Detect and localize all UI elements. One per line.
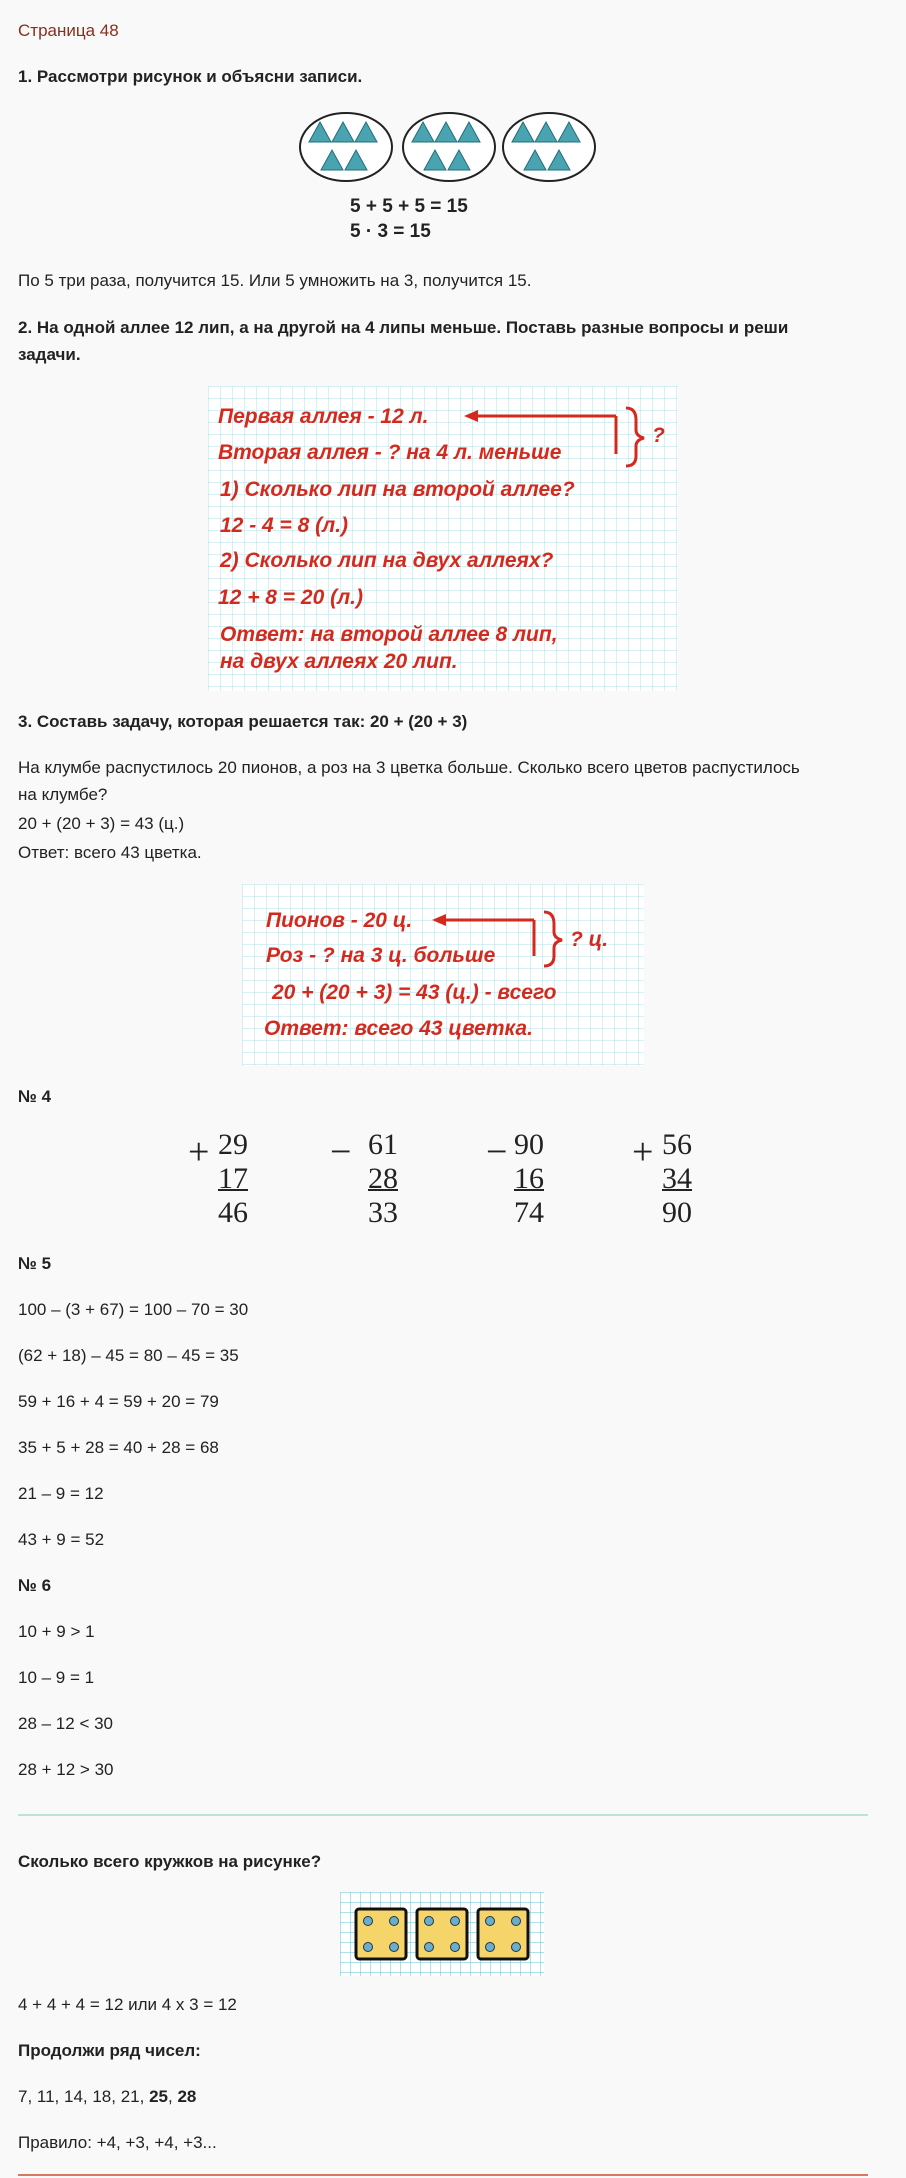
triangle-group <box>503 113 595 181</box>
task5-line: 59 + 16 + 4 = 59 + 20 = 79 <box>18 1392 219 1411</box>
task5-heading: № 5 <box>18 1254 52 1273</box>
column-top: 56 <box>662 1128 692 1161</box>
note-line: 1) Сколько лип на второй аллее? <box>220 478 575 501</box>
note-line: Пионов - 20 ц. <box>266 909 413 932</box>
note-line: Первая аллея - 12 л. <box>218 405 429 428</box>
task3-notebook-note <box>242 884 644 1066</box>
note-line: Ответ: всего 43 цветка. <box>264 1017 533 1040</box>
sequence-next: 25 <box>149 2087 168 2106</box>
note-line: Роз - ? на 3 ц. больше <box>266 944 496 967</box>
column-sign: + <box>632 1131 654 1173</box>
triangle-groups-figure <box>294 108 604 186</box>
triangle-group <box>403 113 495 181</box>
square-with-circles <box>478 1909 528 1959</box>
note-line: Вторая аллея - ? на 4 л. меньше <box>218 441 562 464</box>
sequence-line <box>18 2083 196 2110</box>
column-subtraction <box>498 1128 544 1230</box>
task6-line: 28 + 12 > 30 <box>18 1760 114 1779</box>
column-subtraction <box>352 1128 398 1230</box>
note-line: 2) Сколько лип на двух аллеях? <box>220 549 554 572</box>
task4-heading: № 4 <box>18 1087 52 1106</box>
note-line: Ответ: на второй аллее 8 лип, <box>220 623 558 646</box>
task6-line: 10 + 9 > 1 <box>18 1622 95 1641</box>
square-with-circles <box>417 1909 467 1959</box>
task1-answer: По 5 три раза, получится 15. Или 5 умножить на 3, получится 15. <box>18 271 532 290</box>
brace-question: ? ц. <box>570 928 609 951</box>
task2-heading-line2: задачи. <box>18 345 81 364</box>
sequence-rule: Правило: +4, +3, +4, +3... <box>18 2133 217 2152</box>
task3-answer: Ответ: всего 43 цветка. <box>18 843 202 862</box>
task3-heading: 3. Составь задачу, которая решается так: 20 + (20 + 3) <box>18 712 468 731</box>
sequence-heading: Продолжи ряд чисел: <box>18 2041 201 2060</box>
column-sign: + <box>188 1131 210 1173</box>
column-result: 74 <box>514 1196 544 1229</box>
column-addition <box>202 1128 248 1230</box>
column-bottom: 28 <box>368 1162 398 1195</box>
column-bottom: 16 <box>514 1162 544 1195</box>
section-divider <box>18 1814 868 1816</box>
formula-repeated-addition: 5 + 5 + 5 = 15 <box>350 196 468 217</box>
task6-heading: № 6 <box>18 1576 52 1595</box>
column-result: 33 <box>368 1196 398 1229</box>
task5-line: 21 – 9 = 12 <box>18 1484 104 1503</box>
bottom-divider <box>18 2174 868 2176</box>
page-title: Страница 48 <box>18 21 119 40</box>
square-with-circles <box>356 1909 406 1959</box>
task2-notebook-note <box>208 386 678 691</box>
column-addition <box>646 1128 692 1230</box>
triangle-group <box>300 113 392 181</box>
brace-question: ? <box>652 424 665 447</box>
task3-text-line1: На клумбе распустилось 20 пионов, а роз на 3 цветка больше. Сколько всего цветов распустилось <box>18 758 800 777</box>
task5-line: (62 + 18) – 45 = 80 – 45 = 35 <box>18 1346 239 1365</box>
column-result: 46 <box>218 1196 248 1229</box>
circles-squares-figure <box>340 1892 544 1976</box>
note-line: на двух аллеях 20 лип. <box>220 650 458 673</box>
column-result: 90 <box>662 1196 692 1229</box>
bonus-answer: 4 + 4 + 4 = 12 или 4 х 3 = 12 <box>18 1995 237 2014</box>
column-bottom: 17 <box>218 1162 248 1195</box>
task3-text-line2: на клумбе? <box>18 785 108 804</box>
formula-multiplication: 5 · 3 = 15 <box>350 221 431 242</box>
task6-line: 10 – 9 = 1 <box>18 1668 95 1687</box>
task2-heading-line1: 2. На одной аллее 12 лип, а на другой на 4 липы меньше. Поставь разные вопросы и реши <box>18 318 789 337</box>
sequence-given: 7, 11, 14, 18, 21, <box>18 2087 150 2106</box>
task5-line: 35 + 5 + 28 = 40 + 28 = 68 <box>18 1438 219 1457</box>
column-top: 90 <box>514 1128 544 1161</box>
task1-heading: 1. Рассмотри рисунок и объясни записи. <box>18 67 363 86</box>
task5-line: 100 – (3 + 67) = 100 – 70 = 30 <box>18 1300 249 1319</box>
task3-solution: 20 + (20 + 3) = 43 (ц.) <box>18 814 185 833</box>
column-top: 29 <box>218 1128 248 1161</box>
column-bottom: 34 <box>662 1162 692 1195</box>
column-top: 61 <box>368 1128 398 1161</box>
task6-line: 28 – 12 < 30 <box>18 1714 114 1733</box>
note-line: 20 + (20 + 3) = 43 (ц.) - всего <box>272 981 557 1004</box>
note-line: 12 + 8 = 20 (л.) <box>218 586 363 609</box>
bonus-heading: Сколько всего кружков на рисунке? <box>18 1852 322 1871</box>
task5-line: 43 + 9 = 52 <box>18 1530 105 1549</box>
note-line: 12 - 4 = 8 (л.) <box>220 514 349 537</box>
column-sign: − <box>486 1131 508 1173</box>
column-sign: − <box>330 1131 352 1173</box>
sequence-separator: , <box>167 2087 178 2106</box>
sequence-next: 28 <box>177 2087 197 2106</box>
